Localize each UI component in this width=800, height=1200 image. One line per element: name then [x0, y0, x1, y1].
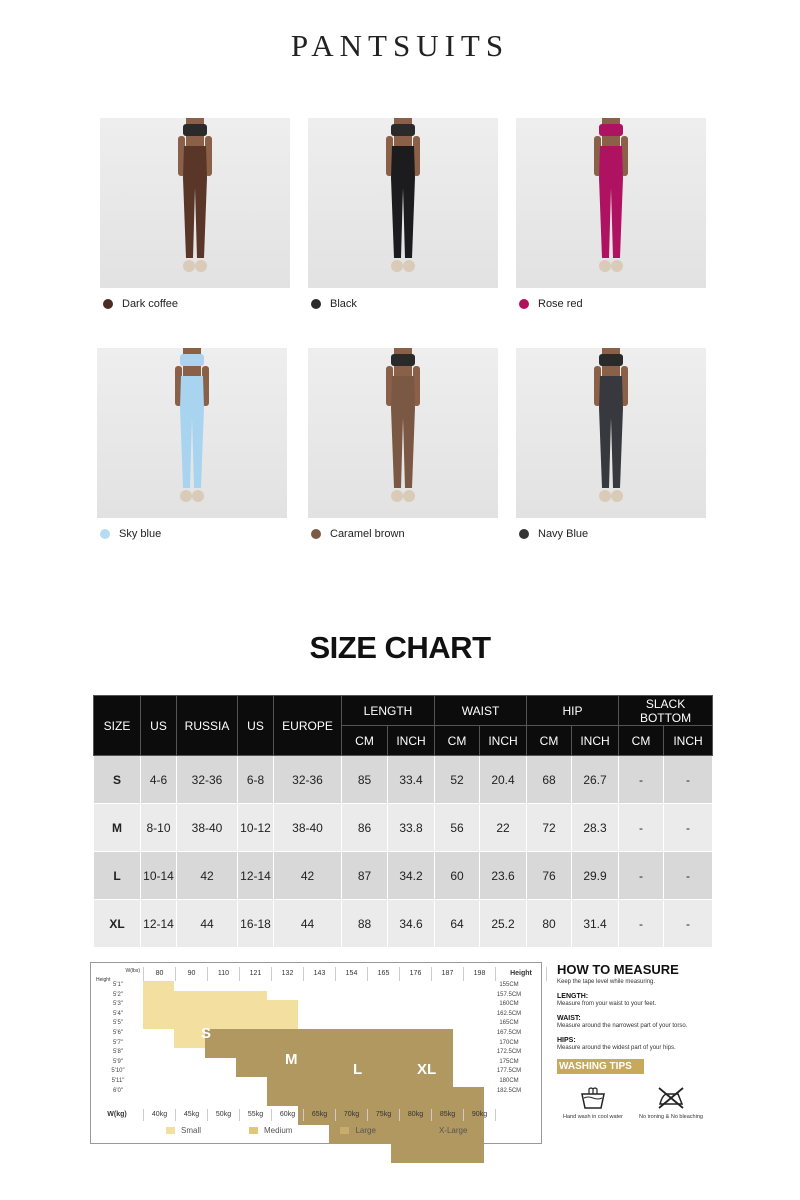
- table-cell: 80: [527, 900, 572, 948]
- zone-label-m: M: [285, 1051, 298, 1068]
- kg-value: 45kg: [176, 1109, 208, 1121]
- model-figure: [368, 118, 438, 288]
- lbs-header: 132: [272, 967, 304, 981]
- kg-value: 50kg: [208, 1109, 240, 1121]
- table-cell: 10-14: [141, 852, 177, 900]
- kg-value: 75kg: [368, 1109, 400, 1121]
- size-chart-title: SIZE CHART: [309, 630, 491, 665]
- hw-body: [93, 981, 533, 1107]
- header-inch: INCH: [480, 726, 527, 756]
- height-cm-label: 162.5CM: [496, 1010, 522, 1017]
- table-cell: 32-36: [274, 756, 342, 804]
- height-weight-chart: [90, 962, 542, 1144]
- page-title: PANTSUITS: [290, 28, 510, 63]
- color-option[interactable]: [97, 528, 287, 540]
- product-card[interactable]: [100, 118, 290, 310]
- washing-icons: [557, 1086, 707, 1120]
- table-cell: 42: [274, 852, 342, 900]
- table-cell: 10-12: [238, 804, 274, 852]
- legend-item: [340, 1126, 375, 1135]
- header-europe: EUROPE: [274, 696, 342, 756]
- table-cell: -: [664, 756, 713, 804]
- header-inch: INCH: [388, 726, 435, 756]
- table-cell: -: [619, 804, 664, 852]
- legend-label: Large: [355, 1126, 376, 1135]
- lbs-header: 110: [208, 967, 240, 981]
- color-name: Navy Blue: [538, 528, 589, 540]
- table-cell: 86: [342, 804, 388, 852]
- product-card[interactable]: [308, 118, 498, 310]
- table-cell: 29.9: [572, 852, 619, 900]
- size-label: M: [94, 804, 141, 852]
- no-iron-no-bleach-icon: [654, 1086, 688, 1110]
- color-name: Dark coffee: [122, 298, 179, 310]
- table-cell: 32-36: [177, 756, 238, 804]
- header-cm: CM: [527, 726, 572, 756]
- measure-item-desc: Measure around the widest part of your hips.: [557, 1045, 676, 1051]
- table-cell: 52: [435, 756, 480, 804]
- height-ft-label: 6'0": [113, 1087, 123, 1094]
- header-size: SIZE: [94, 696, 141, 756]
- hw-grid: [93, 967, 547, 1107]
- table-cell: 68: [527, 756, 572, 804]
- how-to-measure-subtitle: Keep the tape level while measuring.: [557, 979, 656, 985]
- height-ft-label: 5'4": [113, 1010, 123, 1017]
- hand-wash: [557, 1086, 629, 1120]
- color-name: Caramel brown: [330, 528, 405, 540]
- product-card[interactable]: [516, 118, 706, 310]
- product-photo[interactable]: [100, 118, 290, 288]
- table-cell: 23.6: [480, 852, 527, 900]
- table-cell: 34.6: [388, 900, 435, 948]
- size-zone: [391, 1087, 484, 1164]
- table-cell: 44: [274, 900, 342, 948]
- color-name: Black: [330, 298, 357, 310]
- table-cell: 26.7: [572, 756, 619, 804]
- zone-label-s: S: [201, 1025, 212, 1042]
- size-label: S: [94, 756, 141, 804]
- header-waist: WAIST: [435, 696, 527, 726]
- lbs-header: 187: [432, 967, 464, 981]
- model-figure: [368, 348, 438, 518]
- header-cm: CM: [342, 726, 388, 756]
- height-cm-label: 167.5CM: [496, 1030, 522, 1036]
- lbs-header: 121: [240, 967, 272, 981]
- table-cell: 64: [435, 900, 480, 948]
- header-inch: INCH: [664, 726, 713, 756]
- color-option[interactable]: [100, 298, 290, 310]
- height-ft-label: 5'8": [113, 1049, 123, 1056]
- kg-value: 60kg: [272, 1109, 304, 1121]
- height-cm-label: 160CM: [499, 1001, 519, 1008]
- table-cell: 6-8: [238, 756, 274, 804]
- color-swatch[interactable]: [519, 299, 529, 309]
- color-swatch[interactable]: [311, 529, 321, 539]
- height-header: Height: [496, 967, 547, 981]
- table-row: [94, 804, 713, 852]
- color-option[interactable]: [516, 298, 706, 310]
- size-legend: [166, 1126, 515, 1135]
- color-option[interactable]: [308, 528, 498, 540]
- table-cell: 25.2: [480, 900, 527, 948]
- lbs-header: 90: [176, 967, 208, 981]
- color-swatch[interactable]: [103, 299, 113, 309]
- color-option[interactable]: [308, 298, 498, 310]
- height-cm-label: 180CM: [499, 1078, 519, 1084]
- table-cell: 31.4: [572, 900, 619, 948]
- height-cm-label: 175CM: [499, 1058, 519, 1065]
- legend-item: [249, 1126, 292, 1135]
- color-option[interactable]: [516, 528, 706, 540]
- table-row: [94, 900, 713, 948]
- corner-bottom: Height: [96, 977, 111, 983]
- table-cell: -: [619, 900, 664, 948]
- table-cell: 16-18: [238, 900, 274, 948]
- table-cell: 12-14: [238, 852, 274, 900]
- table-cell: 22: [480, 804, 527, 852]
- legend-swatch: [424, 1127, 433, 1134]
- header-slack-bottom: SLACK BOTTOM: [619, 696, 713, 726]
- table-cell: 4-6: [141, 756, 177, 804]
- table-cell: 12-14: [141, 900, 177, 948]
- lbs-header: 154: [336, 967, 368, 981]
- product-photo[interactable]: [308, 348, 498, 518]
- lbs-header: 176: [400, 967, 432, 981]
- size-chart-body: [94, 756, 713, 948]
- header-cm: CM: [619, 726, 664, 756]
- table-cell: 85: [342, 756, 388, 804]
- measure-item-desc: Measure around the narrowest part of your torso.: [557, 1023, 688, 1029]
- height-ft-label: 5'1": [113, 982, 123, 988]
- table-cell: 76: [527, 852, 572, 900]
- legend-item: [166, 1126, 201, 1135]
- table-cell: 38-40: [274, 804, 342, 852]
- size-label: L: [94, 852, 141, 900]
- height-cm-label: 165CM: [499, 1020, 519, 1027]
- height-ft-label: 5'6": [113, 1030, 123, 1036]
- table-cell: 33.4: [388, 756, 435, 804]
- product-photo[interactable]: [97, 348, 287, 518]
- table-cell: 60: [435, 852, 480, 900]
- color-name: Sky blue: [119, 528, 162, 540]
- height-cm-label: 155CM: [499, 982, 519, 988]
- color-swatch[interactable]: [311, 299, 321, 309]
- kg-value: 40kg: [144, 1109, 176, 1121]
- no-iron-no-bleach: [635, 1086, 707, 1120]
- kg-value: 55kg: [240, 1109, 272, 1121]
- lbs-header: 143: [304, 967, 336, 981]
- table-cell: 42: [177, 852, 238, 900]
- product-card[interactable]: [97, 348, 287, 540]
- kg-value: 85kg: [432, 1109, 464, 1121]
- kg-value: 70kg: [336, 1109, 368, 1121]
- header-us: US: [141, 696, 177, 756]
- legend-swatch: [340, 1127, 349, 1134]
- table-cell: 38-40: [177, 804, 238, 852]
- header-us-2: US: [238, 696, 274, 756]
- height-ft-label: 5'7": [113, 1039, 123, 1046]
- kg-value: 65kg: [304, 1109, 336, 1121]
- lbs-header-row: [93, 967, 547, 981]
- table-cell: 44: [177, 900, 238, 948]
- hand-wash-caption: Hand wash in cool water: [563, 1114, 623, 1120]
- table-cell: -: [619, 852, 664, 900]
- legend-label: Medium: [264, 1126, 293, 1135]
- height-cm-label: 172.5CM: [496, 1049, 522, 1056]
- height-ft-label: 5'9": [113, 1058, 123, 1065]
- corner-top: W(lbs): [125, 968, 140, 974]
- table-cell: -: [664, 900, 713, 948]
- lbs-header: 198: [464, 967, 496, 981]
- how-to-measure: [557, 962, 717, 1120]
- table-cell: 87: [342, 852, 388, 900]
- size-label: XL: [94, 900, 141, 948]
- product-photo[interactable]: [516, 348, 706, 518]
- measure-item-label: HIPS:: [557, 1037, 576, 1044]
- height-ft-label: 5'10": [111, 1068, 125, 1075]
- model-figure: [157, 348, 227, 518]
- legend-label: Small: [181, 1126, 202, 1135]
- table-cell: 33.8: [388, 804, 435, 852]
- zone-label-xl: XL: [417, 1061, 437, 1078]
- table-cell: 34.2: [388, 852, 435, 900]
- height-ft-label: 5'11": [111, 1078, 125, 1084]
- measure-item-desc: Measure from your waist to your feet.: [557, 1001, 657, 1007]
- table-cell: 56: [435, 804, 480, 852]
- table-cell: -: [664, 804, 713, 852]
- model-figure: [160, 118, 230, 288]
- product-photo[interactable]: [308, 118, 498, 288]
- how-to-measure-title: HOW TO MEASURE: [557, 962, 679, 977]
- height-ft-label: 5'5": [113, 1020, 123, 1027]
- height-cm-label: 170CM: [499, 1039, 519, 1046]
- lbs-header: 80: [144, 967, 176, 981]
- corner-cell: [93, 967, 144, 981]
- height-ft-label: 5'2": [113, 991, 123, 998]
- table-cell: 28.3: [572, 804, 619, 852]
- header-russia: RUSSIA: [177, 696, 238, 756]
- size-chart-table: [93, 695, 713, 948]
- header-length: LENGTH: [342, 696, 435, 726]
- lbs-header: 165: [368, 967, 400, 981]
- table-cell: -: [664, 852, 713, 900]
- zone-label-l: L: [353, 1061, 363, 1078]
- product-card[interactable]: [308, 348, 498, 540]
- hand-wash-icon: [580, 1086, 606, 1110]
- kg-label: W(kg): [91, 1109, 144, 1121]
- measure-item-label: WAIST:: [557, 1015, 581, 1022]
- legend-swatch: [249, 1127, 258, 1134]
- header-inch: INCH: [572, 726, 619, 756]
- legend-item: [424, 1126, 467, 1135]
- kg-value: 90kg: [464, 1109, 496, 1121]
- table-cell: -: [619, 756, 664, 804]
- model-figure: [576, 348, 646, 518]
- table-cell: 20.4: [480, 756, 527, 804]
- color-name: Rose red: [538, 298, 583, 310]
- height-cm-label: 157.5CM: [496, 991, 522, 998]
- color-swatch[interactable]: [519, 529, 529, 539]
- height-ft-label: 5'3": [113, 1001, 123, 1008]
- table-cell: 72: [527, 804, 572, 852]
- table-row: [94, 852, 713, 900]
- washing-tips-title: WASHING TIPS: [557, 1059, 644, 1074]
- product-photo[interactable]: [516, 118, 706, 288]
- height-cm-label: 177.5CM: [496, 1068, 522, 1075]
- height-cm-label: 182.5CM: [496, 1087, 522, 1094]
- color-swatch[interactable]: [100, 529, 110, 539]
- kg-value: 80kg: [400, 1109, 432, 1121]
- table-cell: 88: [342, 900, 388, 948]
- product-card[interactable]: [516, 348, 706, 540]
- legend-swatch: [166, 1127, 175, 1134]
- kg-row: [91, 1109, 496, 1121]
- measure-item-label: LENGTH:: [557, 993, 589, 1000]
- table-row: [94, 756, 713, 804]
- header-cm: CM: [435, 726, 480, 756]
- header-hip: HIP: [527, 696, 619, 726]
- legend-label: X-Large: [438, 1126, 468, 1135]
- table-cell: 8-10: [141, 804, 177, 852]
- no-iron-caption: No ironing & No bleaching: [639, 1114, 703, 1120]
- model-figure: [576, 118, 646, 288]
- how-items: [557, 993, 717, 1051]
